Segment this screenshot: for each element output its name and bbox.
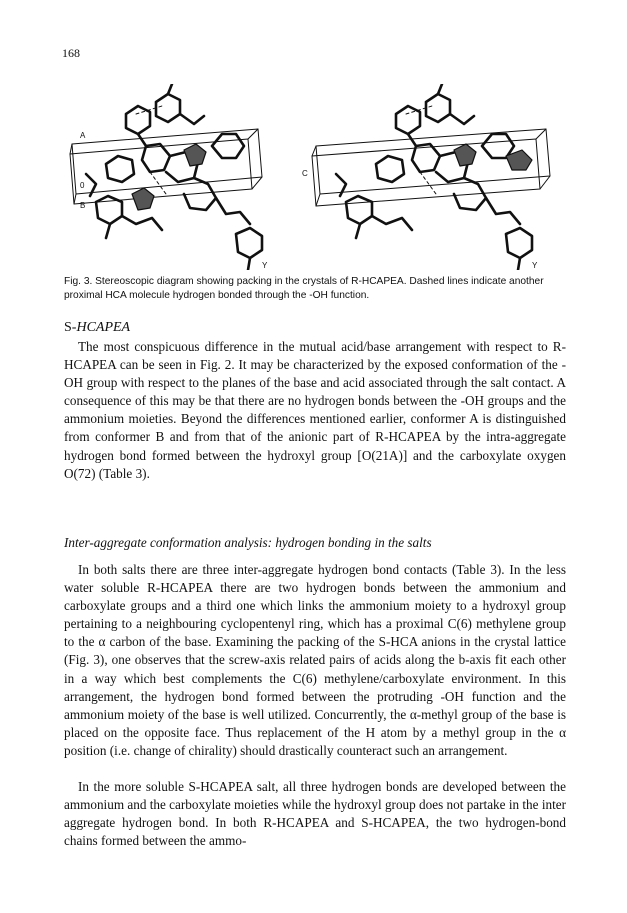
section-heading (64, 320, 130, 336)
figure-caption: Fig. 3. Stereoscopic diagram showing packing in the crystals of R-HCAPEA. Dashed lines indicate another proximal HCA molecule hydrogen bonded through the -OH function. (64, 276, 544, 301)
axis-label-a: A (80, 131, 86, 140)
subsection-heading: Inter-aggregate conformation analysis: hydrogen bonding in the salts (64, 535, 432, 550)
section-heading-prefix: S- (64, 320, 77, 335)
axis-label-origin: 0 (80, 181, 85, 190)
axis-label-left-lower: Y (262, 261, 268, 270)
paragraph-hydrogen-bonding: In both salts there are three inter-aggregate hydrogen bond contacts (Table 3). In the less water soluble R-HCAPEA there are two hydrogen bonds between the ammonium and carboxylate groups and a third one which links the ammonium moiety to a hydroxyl group pertaining to a neighbouring cyclopentenyl ring, which has a proximal C(6) methylene group to the α carbon of the base. Examining the packing of the S-HCA anions in the crystal lattice (Fig. 3), one observes that the screw-axis related pairs of acids along the b-axis fit each other in a way which best complements the C(6) methylene/carboxylate environment. In this arrangement, the hydrogen bond formed between the protruding -OH function and the ammonium moiety of the base is well utilized. Concurrently, the α-methyl group of the base is placed on the opposite face. Thus replacement of the H atom by a methyl group in the α position (i.e. change of chirality) should drastically counteract such an arrangement. (64, 562, 566, 758)
paragraph-soluble-salt: In the more soluble S-HCAPEA salt, all three hydrogen bonds are developed between the ammonium and the carboxylate moieties while the hydroxyl group does not partake in the inter aggregate hydrogen bond. In both R-HCAPEA and S-HCAPEA, the two hydrogen-bond chains formed between the ammo- (64, 779, 566, 849)
left-molecules (86, 84, 262, 270)
right-molecules (336, 84, 532, 270)
axis-label-c: C (302, 169, 308, 178)
section-heading-name: HCAPEA (76, 320, 131, 335)
paragraph-conformation: The most conspicuous difference in the mutual acid/base arrangement with respect to R-HCAPEA can be seen in Fig. 2. It may be characterized by the exposed conformation of the -OH group with respect to the planes of the base and acid associated through the salt contact. A consequence of this may be that there are no hydrogen bonds between the -OH groups and the ammonium moieties. Beyond the differences mentioned earlier, conformer A is distinguished from conformer B and from that of the anionic part of R-HCAPEA by the intra-aggregate hydrogen bond formed between the hydroxyl group [O(21A)] and the carboxylate oxygen O(72) (Table 3). (64, 339, 566, 481)
axis-label-b: B (80, 201, 86, 210)
stereo-packing-figure (66, 84, 566, 270)
stereo-diagram (66, 84, 566, 270)
axis-label-right-lower: Y (532, 261, 538, 270)
page-number: 168 (62, 46, 80, 60)
